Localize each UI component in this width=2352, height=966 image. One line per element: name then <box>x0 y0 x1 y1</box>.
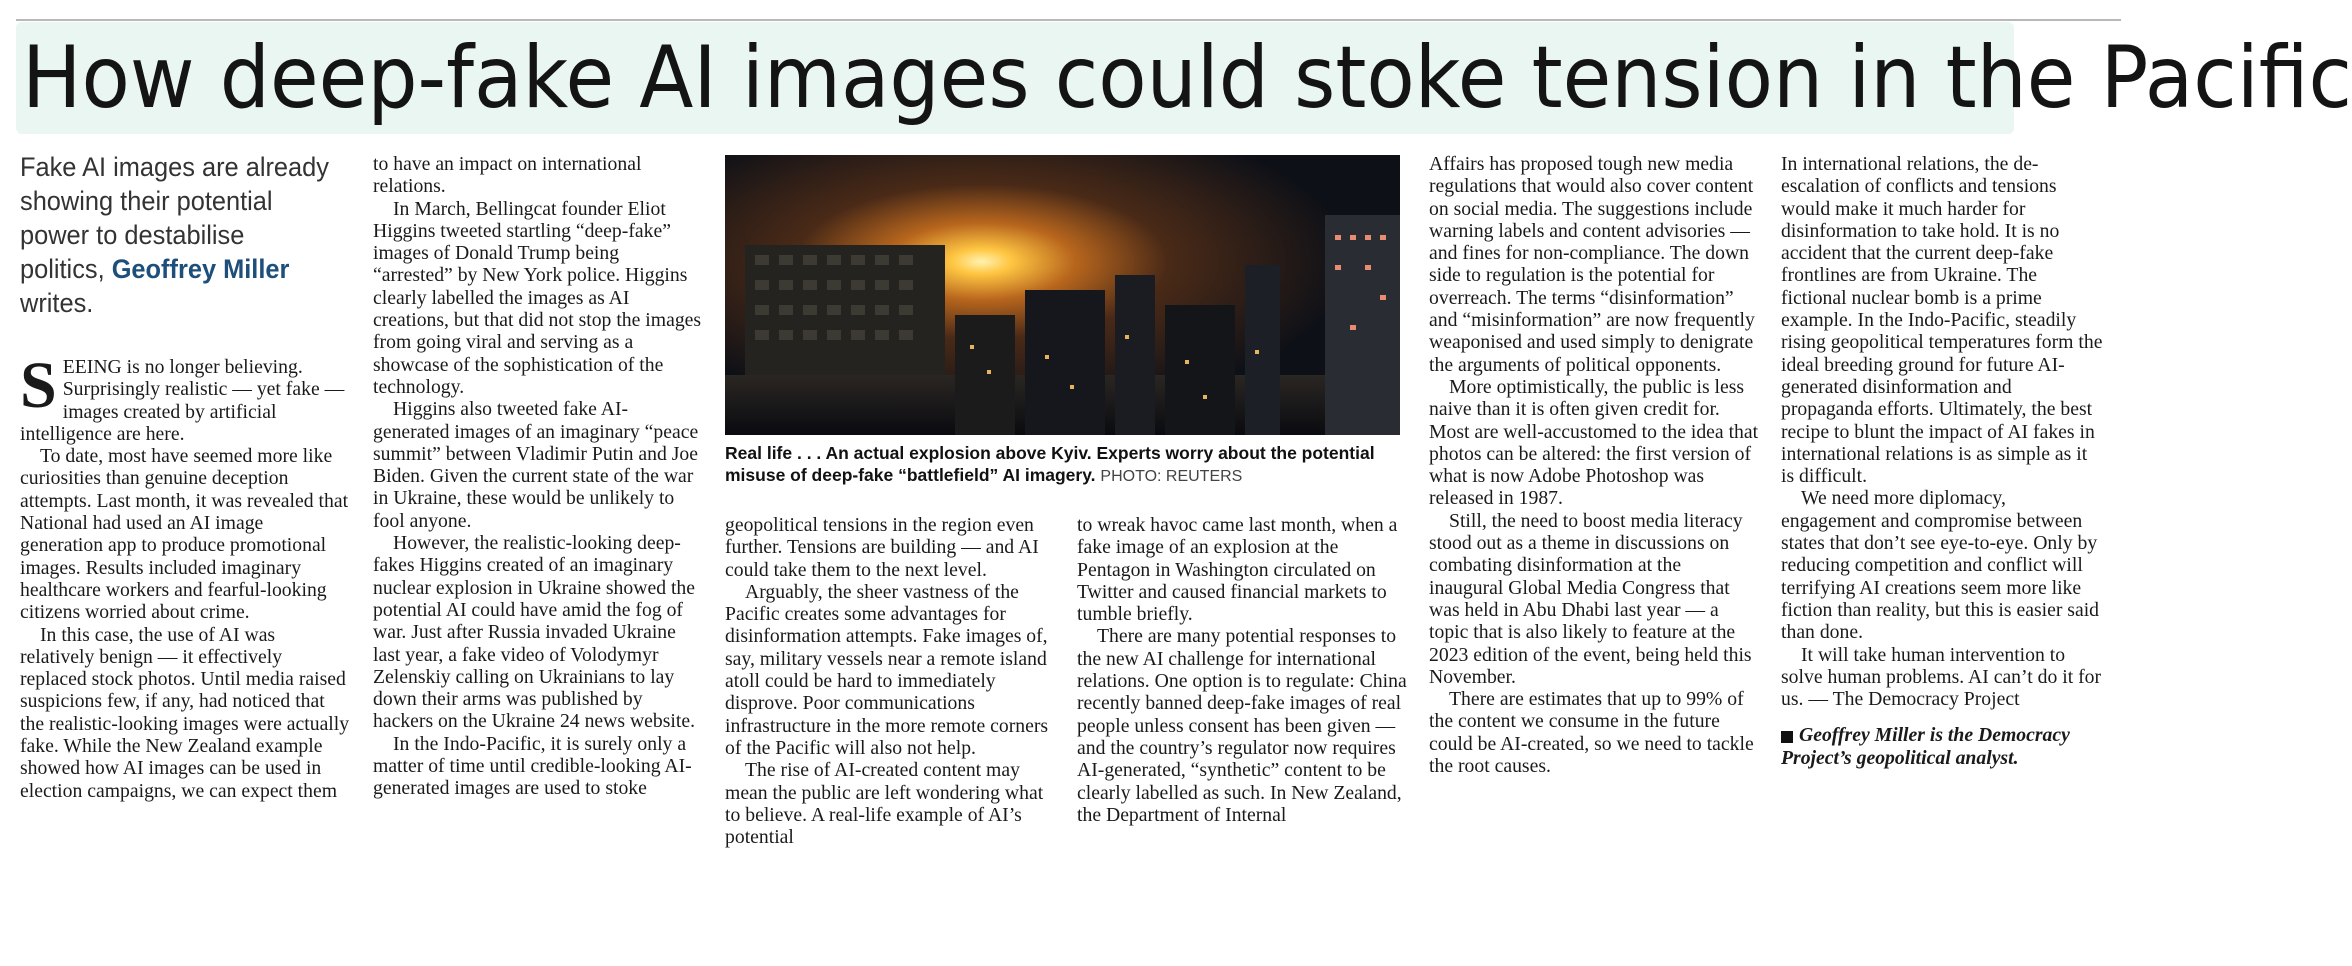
paragraph: However, the realistic-looking deep-fakes Higgins created of an imaginary nuclear explosion in Ukraine showed the potential AI could have amid the fog of war. Just after Russia invaded Ukraine last year, a fake video of Volodymyr Zelenskiy calling on Ukrainians to lay down their arms was published by hackers on the Ukraine 24 news website. <box>373 532 696 733</box>
paragraph: In this case, the use of AI was relatively benign — it effectively replaced stock photos. Until media raised suspicions few, if any, had noticed that the realistic-looking images were actually fake. While the New Zealand example showed how AI images can be used in election campaigns, we can expect them <box>20 623 350 802</box>
column-1 <box>20 349 350 802</box>
author-bio <box>1781 724 2103 769</box>
paragraph: geopolitical tensions in the region even further. Tensions are building — and AI could take them to the next level. <box>725 514 1039 581</box>
explosion-photo-illustration <box>725 155 1400 435</box>
paragraph <box>20 349 350 445</box>
photo-caption <box>725 442 1400 488</box>
paragraph: More optimistically, the public is less naive than it is often given credit for. Most are well-accustomed to the idea that photos can be altered: the first version of what is now Adobe Photoshop was released in 1987. <box>1429 375 1759 510</box>
headline: How deep-fake AI images could stoke tension in the Pacific <box>22 28 2352 128</box>
photo-credit: PHOTO: REUTERS <box>1100 468 1243 485</box>
headline-band <box>16 22 2352 134</box>
drop-cap: S <box>20 349 57 422</box>
column-6 <box>1781 153 2103 769</box>
paragraph: Arguably, the sheer vastness of the Pacific creates some advantages for disinformation attempts. Fake images of, say, military vessels near a remote island atoll could be hard to immediately disprove. Poor communications infrastructure in the more remote corners of the Pacific will also not help. <box>725 580 1049 759</box>
paragraph: There are estimates that up to 99% of the content we consume in the future could be AI-created, so we need to tackle the root causes. <box>1429 688 1754 778</box>
paragraph: We need more diplomacy, engagement and compromise between states that don’t see eye-to-eye. Only by reducing competition and conflict will terrifying AI creations seem more like fiction than reality, but this is easier said than done. <box>1781 487 2100 644</box>
square-bullet-icon <box>1781 731 1793 743</box>
paragraph: In the Indo-Pacific, it is surely only a matter of time until credible-looking AI-generated images are used to stoke <box>373 732 692 800</box>
column-3 <box>725 514 1055 848</box>
top-rule <box>16 19 2121 21</box>
paragraph: Affairs has proposed tough new media regulations that would also cover content on social media. The suggestions include warning labels and content advisories — and fines for non-compliance. The down side to regulation is the potential for overreach. The terms “disinformation” and “misinformation” are now frequently weaponised and used simply to denigrate the arguments of political opponents. <box>1429 153 1755 376</box>
paragraph: To date, most have seemed more like curiosities than genuine deception attempts. Last month, it was revealed that National had used an AI image generation app to produce promotional images. Results included imaginary healthcare workers and fearful-looking citizens worried about crime. <box>20 445 349 624</box>
column-5 <box>1429 153 1759 777</box>
paragraph: There are many potential responses to the new AI challenge for international relations. One option is to regulate: China recently banned deep-fake images of real people unless consent has been given — and the country’s regulator now requires AI-generated, “synthetic” content to be clearly labelled as such. In New Zealand, the Department of Internal <box>1077 625 1407 826</box>
paragraph: The rise of AI-created content may mean the public are left wondering what to believe. A real-life example of AI’s potential <box>725 759 1044 849</box>
paragraph: In March, Bellingcat founder Eliot Higgins tweeted startling “deep-fake” images of Donald Trump being “arrested” by New York police. Higgins clearly labelled the images as AI creations, but that did not stop the images from going viral and serving as a showcase of the sophistication of the technology. <box>373 197 702 398</box>
standfirst-suffix: writes. <box>20 288 94 318</box>
column-2 <box>373 153 703 800</box>
paragraph: to wreak havoc came last month, when a fake image of an explosion at the Pentagon in Washington circulated on Twitter and caused financial markets to tumble briefly. <box>1077 514 1398 626</box>
news-photo <box>725 155 1400 435</box>
paragraph: In international relations, the de-escalation of conflicts and tensions would make it much harder for disinformation to take hold. It is no accident that the current deep-fake frontlines are from Ukraine. The fictional nuclear bomb is a prime example. In the Indo-Pacific, steadily rising geopolitical temperatures form the ideal breeding ground for future AI-generated disinformation and propaganda efforts. Ultimately, the best recipe to blunt the impact of AI fakes in international relations is as simple as it is difficult. <box>1781 153 2103 488</box>
author-name: Geoffrey Miller <box>111 254 290 284</box>
paragraph: to have an impact on international relations. <box>373 153 642 198</box>
paragraph: It will take human intervention to solve human problems. AI can’t do it for us. — The Democracy Project <box>1781 643 2102 711</box>
caption-text: Real life . . . An actual explosion above Kyiv. Experts worry about the potential misuse of deep-fake “battlefield” AI imagery. <box>725 443 1375 485</box>
paragraph: Higgins also tweeted fake AI-generated images of an imaginary “peace summit” between Vladimir Putin and Joe Biden. Given the current state of the war in Ukraine, these would be unlikely to fool anyone. <box>373 398 699 532</box>
author-bio-text: Geoffrey Miller is the Democracy Project’s geopolitical analyst. <box>1781 724 2070 769</box>
paragraph: Still, the need to boost media literacy stood out as a theme in discussions on combating disinformation at the inaugural Global Media Congress that was held in Abu Dhabi last year — a topic that is also likely to feature at the 2023 edition of the event, being held this November. <box>1429 509 1752 688</box>
paragraph-text: EEING is no longer believing. Surprisingly realistic — yet fake — images created by artificial intelligence are here. <box>20 356 345 445</box>
standfirst-text: Fake AI images are already showing their potential power to destabilise politics, <box>20 152 329 284</box>
standfirst <box>20 150 335 320</box>
column-4 <box>1077 514 1407 826</box>
